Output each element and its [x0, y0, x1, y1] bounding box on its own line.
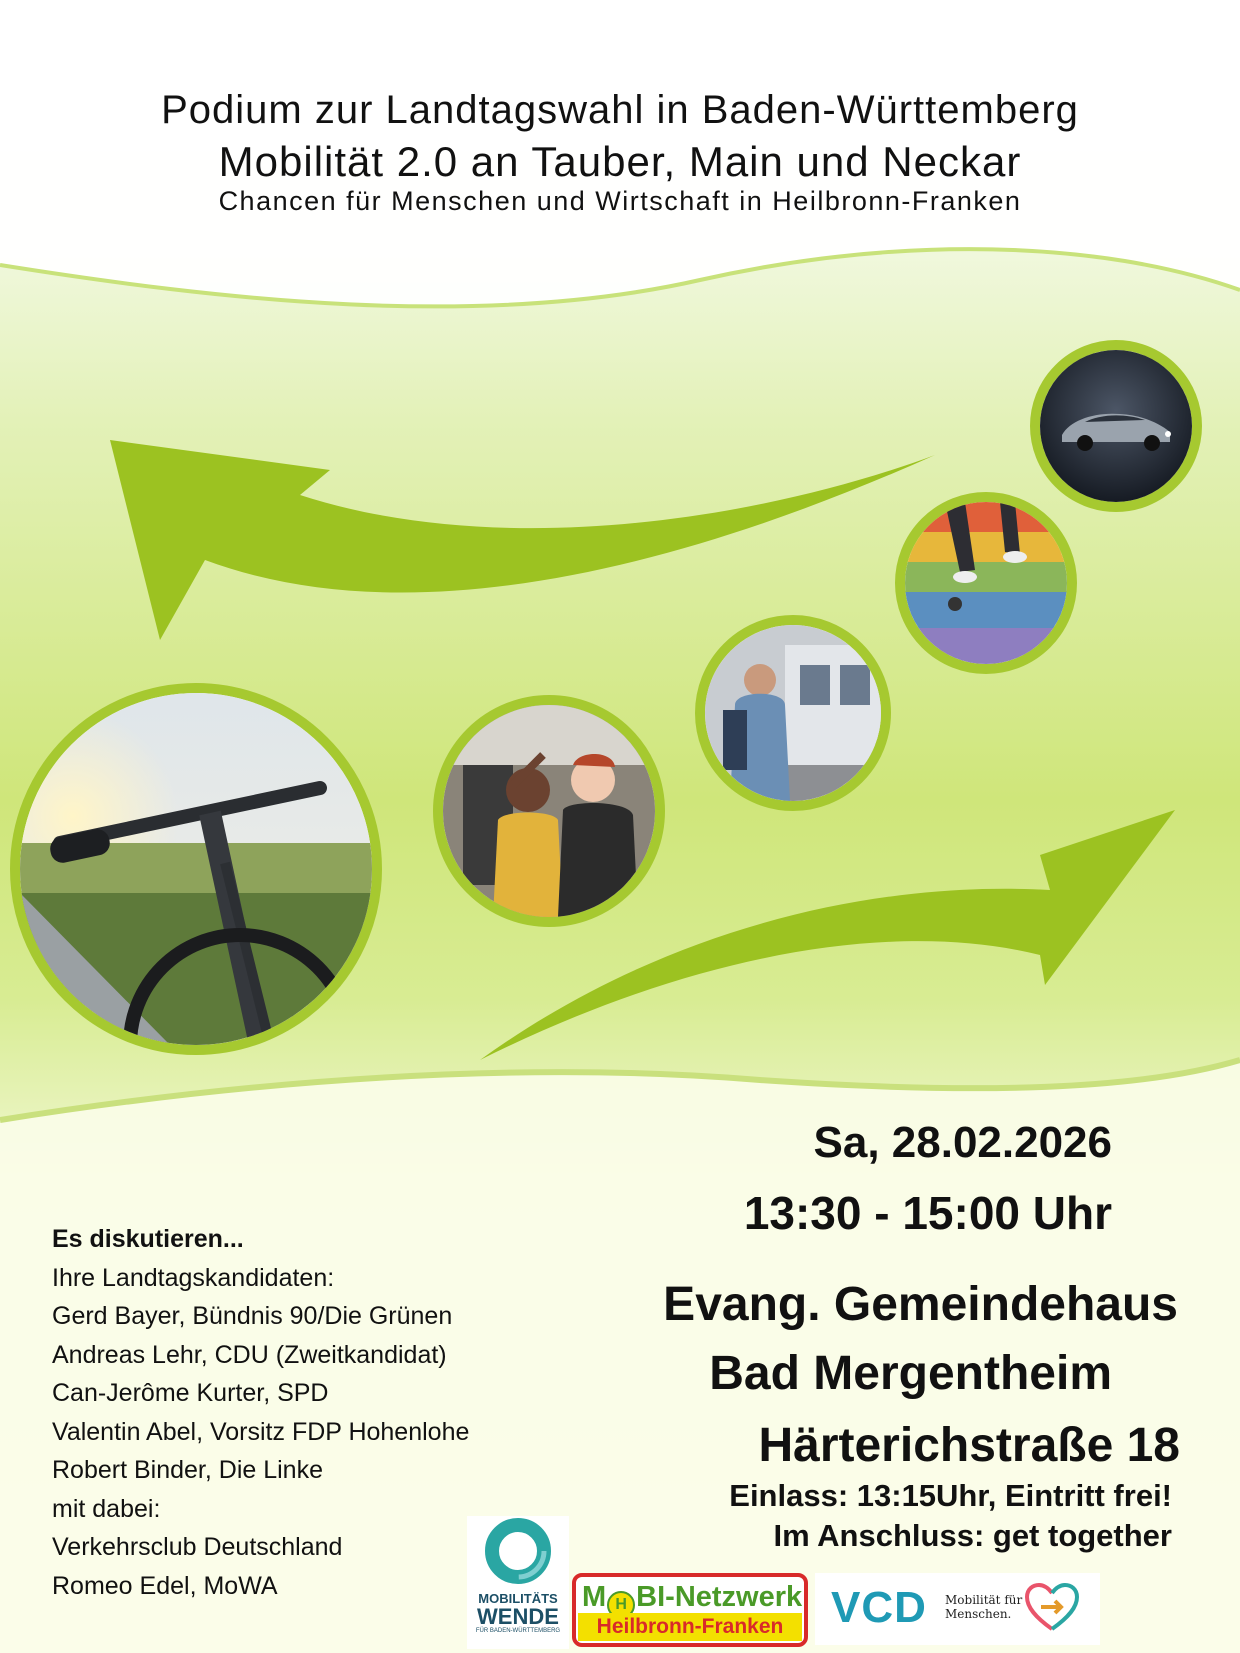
discussion-subheading: Ihre Landtagskandidaten: — [52, 1263, 335, 1292]
title-line-3: Chancen für Menschen und Wirtschaft in Heilbronn-Franken — [218, 186, 1022, 216]
event-date: Sa, 28.02.2026 — [813, 1118, 1112, 1167]
mobilitaetswende-ring-icon — [467, 1516, 569, 1586]
mw-line3: FÜR BADEN-WÜRTTEMBERG — [475, 1628, 561, 1634]
vcd-tag1: Mobilität für — [945, 1593, 1023, 1607]
vcd-tag2: Menschen. — [945, 1607, 1012, 1621]
venue-line-2: Bad Mergentheim — [709, 1347, 1112, 1400]
candidate-item: Andreas Lehr, CDU (Zweitkandidat) — [52, 1340, 447, 1369]
candidate-item: Robert Binder, Die Linke — [52, 1456, 323, 1484]
passengers-photo-ring — [433, 695, 665, 927]
mobi-prefix: M — [582, 1581, 607, 1613]
also-label: mit dabei: — [52, 1494, 161, 1523]
candidate-item: Valentin Abel, Vorsitz FDP Hohenlohe — [52, 1417, 470, 1446]
mobi-rest: BI-Netzwerk — [636, 1581, 803, 1613]
passengers-photo-icon — [443, 705, 655, 917]
bike-photo-ring — [10, 683, 382, 1055]
platform-photo-icon — [705, 625, 881, 801]
venue-line-1: Evang. Gemeindehaus — [663, 1278, 1178, 1331]
crosswalk-photo-ring — [895, 492, 1077, 674]
discussion-heading: Es diskutieren... — [52, 1225, 244, 1253]
mw-line2: WENDE — [477, 1604, 559, 1629]
admission-info: Einlass: 13:15Uhr, Eintritt frei! — [729, 1478, 1172, 1513]
candidate-item: Gerd Bayer, Bündnis 90/Die Grünen — [52, 1302, 453, 1330]
bicycle-photo-icon — [20, 693, 372, 1045]
arrow-left-icon — [110, 440, 935, 640]
pedestrians-photo-icon — [905, 502, 1067, 664]
event-time: 13:30 - 15:00 Uhr — [743, 1187, 1112, 1239]
vcd-name: VCD — [831, 1583, 927, 1632]
mw-line1: MOBILITÄTS — [478, 1591, 558, 1606]
vcd-tagline — [945, 1593, 1022, 1621]
bus-stop-icon: H — [607, 1591, 635, 1619]
title-line-2: Mobilität 2.0 an Tauber, Main und Neckar — [218, 138, 1022, 185]
candidate-item: Can-Jerôme Kurter, SPD — [52, 1379, 329, 1407]
mobi-netzwerk-logo — [572, 1573, 808, 1647]
vcd-logo — [815, 1573, 1100, 1645]
mobi-sub: Heilbronn-Franken — [578, 1613, 802, 1641]
guest-item: Romeo Edel, MoWA — [52, 1571, 278, 1600]
venue-line-3: Härterichstraße 18 — [758, 1419, 1180, 1472]
guest-item: Verkehrsclub Deutschland — [52, 1533, 343, 1561]
car-photo-ring — [1030, 340, 1202, 512]
discussion-list — [52, 1220, 469, 1605]
title-line-1: Podium zur Landtagswahl in Baden-Württemberg — [161, 88, 1079, 132]
mobilitaetswende-logo — [467, 1516, 569, 1649]
after-event-info: Im Anschluss: get together — [773, 1518, 1172, 1553]
heart-arrow-icon — [1025, 1583, 1079, 1633]
platform-photo-ring — [695, 615, 891, 811]
car-photo-icon — [1040, 350, 1192, 502]
